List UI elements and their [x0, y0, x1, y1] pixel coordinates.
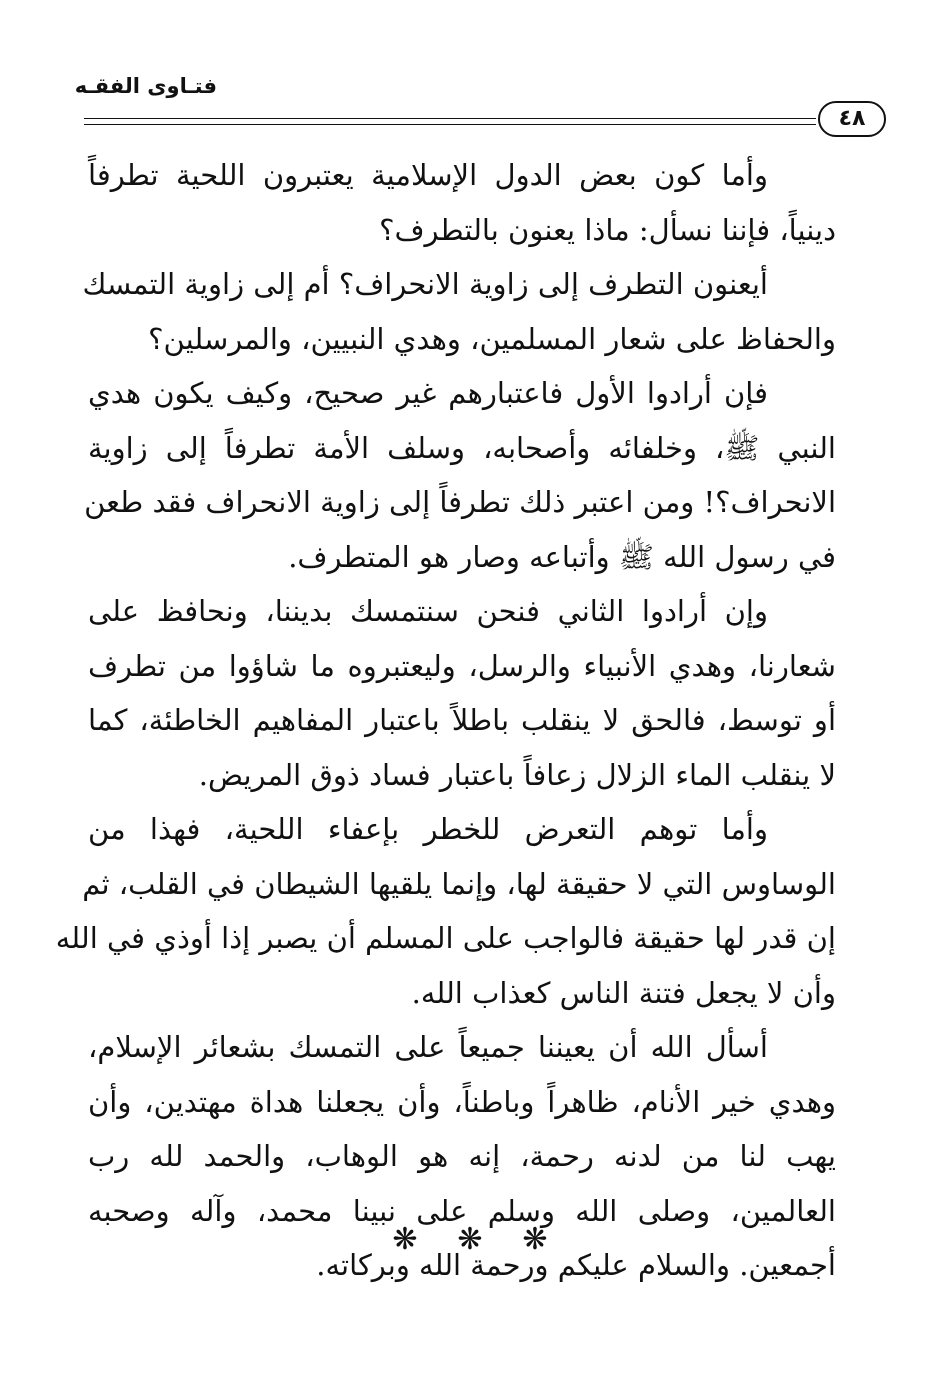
running-title: فتـاوى الفقـه: [74, 74, 217, 98]
text-line: فإن أرادوا الأول فاعتبارهم غير صحيح، وكيف يكون هدي: [88, 376, 768, 410]
text-line: الوساوس التي لا حقيقة لها، وإنما يلقيها الشيطان في القلب، ثم: [82, 866, 836, 901]
text-line: أجمعين. والسلام عليكم ورحمة الله وبركاته.: [316, 1248, 836, 1282]
text-line: دينياً، فإننا نسأل: ماذا يعنون بالتطرف؟: [379, 212, 836, 247]
header-rule-top: [84, 118, 816, 119]
body-text: [55, 148, 836, 1293]
text-line: وإن أرادوا الثاني فنحن سنتمسك بديننا، ونحافظ على: [88, 594, 768, 628]
text-line: وأما كون بعض الدول الإسلامية يعتبرون اللحية تطرفاً: [88, 158, 768, 192]
text-line: والحفاظ على شعار المسلمين، وهدي النبيين، والمرسلين؟: [148, 321, 836, 356]
text-line: العالمين، وصلى الله وسلم على نبينا محمد، وآله وصحبه: [88, 1193, 836, 1228]
asterism-icon: ❋: [522, 1222, 548, 1257]
section-end-ornament: [390, 1222, 550, 1257]
asterism-icon: ❋: [392, 1222, 418, 1257]
text-line: إن قدر لها حقيقة فالواجب على المسلم أن يصبر إذا أوذي في الله: [55, 921, 836, 955]
text-line: أيعنون التطرف إلى زاوية الانحراف؟ أم إلى زاوية التمسك: [82, 267, 768, 301]
text-line: أو توسط، فالحق لا ينقلب باطلاً باعتبار المفاهيم الخاطئة، كما: [88, 703, 836, 737]
text-line: شعارنا، وهدي الأنبياء والرسل، وليعتبروه ما شاؤوا من تطرف: [88, 648, 836, 683]
text-line: الانحراف؟! ومن اعتبر ذلك تطرفاً إلى زاوية الانحراف فقد طعن: [84, 485, 836, 519]
text-line: النبي ﷺ، وخلفائه وأصحابه، وسلف الأمة تطرفاً إلى زاوية: [88, 430, 836, 465]
text-line: يهب لنا من لدنه رحمة، إنه هو الوهاب، والحمد لله رب: [88, 1139, 836, 1173]
text-line: أسأل الله أن يعيننا جميعاً على التمسك بشعائر الإسلام،: [88, 1030, 768, 1064]
text-line: وهدي خير الأنام، ظاهراً وباطناً، وأن يجعلنا هداة مهتدين، وأن: [88, 1084, 836, 1119]
text-line: لا ينقلب الماء الزلال زعافاً باعتبار فساد ذوق المريض.: [198, 757, 836, 792]
page-number-badge: [818, 101, 886, 137]
text-line: وأما توهم التعرض للخطر بإعفاء اللحية، فهذا من: [88, 812, 768, 846]
text-line: في رسول الله ﷺ وأتباعه وصار هو المتطرف.: [288, 539, 836, 574]
asterism-icon: ❋: [457, 1222, 483, 1257]
header-rule-bottom: [84, 124, 816, 125]
text-line: وأن لا يجعل فتنة الناس كعذاب الله.: [411, 975, 836, 1010]
page-number: ٤٨: [838, 106, 866, 131]
